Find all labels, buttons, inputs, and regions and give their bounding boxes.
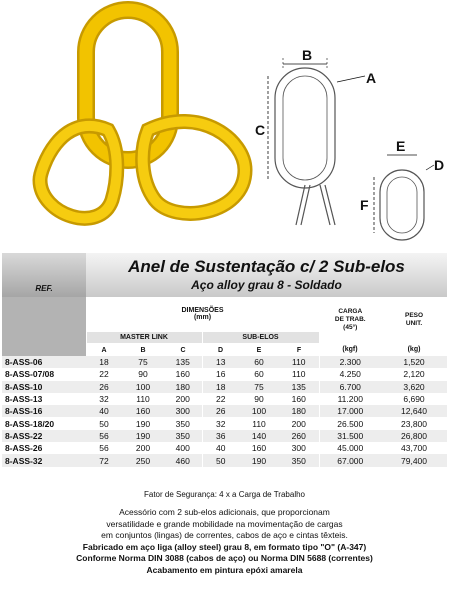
col-e-header: E xyxy=(256,346,262,354)
row-peso-cell: 26,800 xyxy=(381,430,447,442)
row-a-cell: 22 xyxy=(86,368,122,380)
table-row xyxy=(2,430,447,442)
row-d-cell: 13 xyxy=(202,356,239,368)
desc-line-2: versatilidade e grande mobilidade na movimentação de cargas xyxy=(106,518,343,529)
row-b-cell: 160 xyxy=(122,405,164,417)
row-f-cell: 180 xyxy=(279,405,319,417)
row-a-cell: 72 xyxy=(86,454,122,466)
row-carga-cell: 67.000 xyxy=(319,454,381,466)
row-e-cell: 60 xyxy=(239,368,279,380)
carga-header xyxy=(319,297,381,344)
row-a-cell: 50 xyxy=(86,417,122,429)
carga-label-2: DE TRAB. xyxy=(334,316,366,324)
row-carga-cell: 11.200 xyxy=(319,393,381,405)
row-d-cell: 50 xyxy=(202,454,239,466)
row-carga-cell: 2.300 xyxy=(319,356,381,368)
carga-label-1: CARGA xyxy=(338,308,363,316)
spec-table-body xyxy=(2,356,447,467)
row-c-cell: 460 xyxy=(164,454,202,466)
row-d-cell: 26 xyxy=(202,405,239,417)
peso-header xyxy=(381,297,447,344)
sub-link-drawing xyxy=(374,155,434,240)
master-link-photo xyxy=(40,10,245,218)
row-e-cell: 90 xyxy=(239,393,279,405)
row-a-cell: 32 xyxy=(86,393,122,405)
ref-header-cell xyxy=(2,344,86,357)
row-d-cell: 40 xyxy=(202,442,239,454)
row-a-cell: 56 xyxy=(86,442,122,454)
desc-line-1: Acessório com 2 sub-elos adicionais, que proporcionam xyxy=(119,507,330,517)
desc-line-3: em conjuntos (lingas) de correntes, cabos de aço e cintas têxteis. xyxy=(101,530,348,540)
label-d: D xyxy=(434,157,445,173)
peso-label-2: UNIT. xyxy=(405,320,423,328)
row-ref-cell: 8-ASS-18/20 xyxy=(2,417,86,429)
row-f-cell: 200 xyxy=(279,417,319,429)
row-b-cell: 190 xyxy=(122,417,164,429)
row-d-cell: 18 xyxy=(202,381,239,393)
row-b-cell: 90 xyxy=(122,368,164,380)
row-carga-cell: 45.000 xyxy=(319,442,381,454)
dimensions-unit: (mm) xyxy=(193,314,212,321)
row-peso-cell: 2,120 xyxy=(381,368,447,380)
col-b-header: B xyxy=(140,346,146,354)
row-ref-cell: 8-ASS-16 xyxy=(2,405,86,417)
desc-line-4: Fabricado em aço liga (alloy steel) grau 8, em formato tipo "O" (A-347) xyxy=(82,541,367,552)
product-subtitle: Aço alloy grau 8 - Soldado xyxy=(191,278,342,292)
row-f-cell: 160 xyxy=(279,393,319,405)
row-c-cell: 400 xyxy=(164,442,202,454)
table-row xyxy=(2,381,447,393)
label-b: B xyxy=(302,47,313,63)
dimensions-header xyxy=(86,297,319,332)
ref-header-cell xyxy=(2,297,86,332)
row-peso-cell: 79,400 xyxy=(381,454,447,466)
row-a-cell: 56 xyxy=(86,430,122,442)
row-e-cell: 110 xyxy=(239,417,279,429)
row-a-cell: 40 xyxy=(86,405,122,417)
label-f: F xyxy=(360,197,369,213)
desc-line-6: Acabamento em pintura epóxi amarela xyxy=(146,564,303,575)
row-b-cell: 110 xyxy=(122,393,164,405)
row-a-cell: 18 xyxy=(86,356,122,368)
row-peso-cell: 12,640 xyxy=(381,405,447,417)
desc-line-5: Conforme Norma DIN 3088 (cabos de aço) ou Norma DIN 5688 (correntes) xyxy=(76,553,373,563)
row-ref-cell: 8-ASS-06 xyxy=(2,356,86,368)
safety-factor-note: Fator de Segurança: 4 x a Carga de Trabalho xyxy=(144,490,305,499)
col-a-header: A xyxy=(101,346,107,354)
row-e-cell: 190 xyxy=(239,454,279,466)
row-f-cell: 110 xyxy=(279,368,319,380)
master-link-header: MASTER LINK xyxy=(86,332,202,344)
sub-elos-header: SUB-ELOS xyxy=(202,332,319,344)
table-row xyxy=(2,393,447,405)
row-peso-cell: 1,520 xyxy=(381,356,447,368)
table-row xyxy=(2,405,447,417)
master-link-drawing xyxy=(268,58,365,225)
product-figures xyxy=(0,0,449,250)
dimensions-label: DIMENSÕES xyxy=(181,307,224,314)
row-f-cell: 260 xyxy=(279,430,319,442)
product-title: Anel de Sustentação c/ 2 Sub-elos xyxy=(128,257,405,276)
row-e-cell: 75 xyxy=(239,381,279,393)
spec-table xyxy=(2,297,447,467)
row-f-cell: 300 xyxy=(279,442,319,454)
row-c-cell: 180 xyxy=(164,381,202,393)
row-ref-cell: 8-ASS-22 xyxy=(2,430,86,442)
row-b-cell: 250 xyxy=(122,454,164,466)
table-row xyxy=(2,368,447,380)
row-d-cell: 36 xyxy=(202,430,239,442)
row-peso-cell: 6,690 xyxy=(381,393,447,405)
row-c-cell: 135 xyxy=(164,356,202,368)
carga-unit-header: (kgf) xyxy=(342,346,358,354)
table-row xyxy=(2,417,447,429)
row-ref-cell: 8-ASS-13 xyxy=(2,393,86,405)
row-e-cell: 160 xyxy=(239,442,279,454)
row-b-cell: 100 xyxy=(122,381,164,393)
row-carga-cell: 26.500 xyxy=(319,417,381,429)
table-row xyxy=(2,356,447,368)
row-c-cell: 350 xyxy=(164,430,202,442)
row-d-cell: 16 xyxy=(202,368,239,380)
label-a: A xyxy=(366,70,377,86)
carga-label-3: (45°) xyxy=(343,324,358,332)
row-ref-cell: 8-ASS-07/08 xyxy=(2,368,86,380)
col-f-header: F xyxy=(296,346,302,354)
row-f-cell: 110 xyxy=(279,356,319,368)
row-b-cell: 200 xyxy=(122,442,164,454)
peso-unit-header: (kg) xyxy=(407,346,421,354)
row-d-cell: 22 xyxy=(202,393,239,405)
row-ref-cell: 8-ASS-10 xyxy=(2,381,86,393)
row-peso-cell: 3,620 xyxy=(381,381,447,393)
row-c-cell: 200 xyxy=(164,393,202,405)
product-description xyxy=(30,507,419,576)
row-carga-cell: 6.700 xyxy=(319,381,381,393)
row-f-cell: 350 xyxy=(279,454,319,466)
label-c: C xyxy=(255,122,266,138)
row-carga-cell: 17.000 xyxy=(319,405,381,417)
row-b-cell: 75 xyxy=(122,356,164,368)
row-e-cell: 60 xyxy=(239,356,279,368)
table-row xyxy=(2,442,447,454)
row-ref-cell: 8-ASS-26 xyxy=(2,442,86,454)
row-a-cell: 26 xyxy=(86,381,122,393)
row-carga-cell: 31.500 xyxy=(319,430,381,442)
ref-label: REF. xyxy=(35,284,53,293)
row-b-cell: 190 xyxy=(122,430,164,442)
peso-label-1: PESO xyxy=(404,312,424,320)
row-peso-cell: 43,700 xyxy=(381,442,447,454)
ref-header-cell xyxy=(2,332,86,344)
table-row xyxy=(2,454,447,466)
col-c-header: C xyxy=(180,346,186,354)
row-c-cell: 300 xyxy=(164,405,202,417)
row-e-cell: 100 xyxy=(239,405,279,417)
row-d-cell: 32 xyxy=(202,417,239,429)
row-ref-cell: 8-ASS-32 xyxy=(2,454,86,466)
row-c-cell: 350 xyxy=(164,417,202,429)
title-band xyxy=(86,253,447,297)
row-f-cell: 135 xyxy=(279,381,319,393)
row-peso-cell: 23,800 xyxy=(381,417,447,429)
row-carga-cell: 4.250 xyxy=(319,368,381,380)
row-c-cell: 160 xyxy=(164,368,202,380)
col-d-header: D xyxy=(217,346,224,354)
row-e-cell: 140 xyxy=(239,430,279,442)
label-e: E xyxy=(396,138,406,154)
